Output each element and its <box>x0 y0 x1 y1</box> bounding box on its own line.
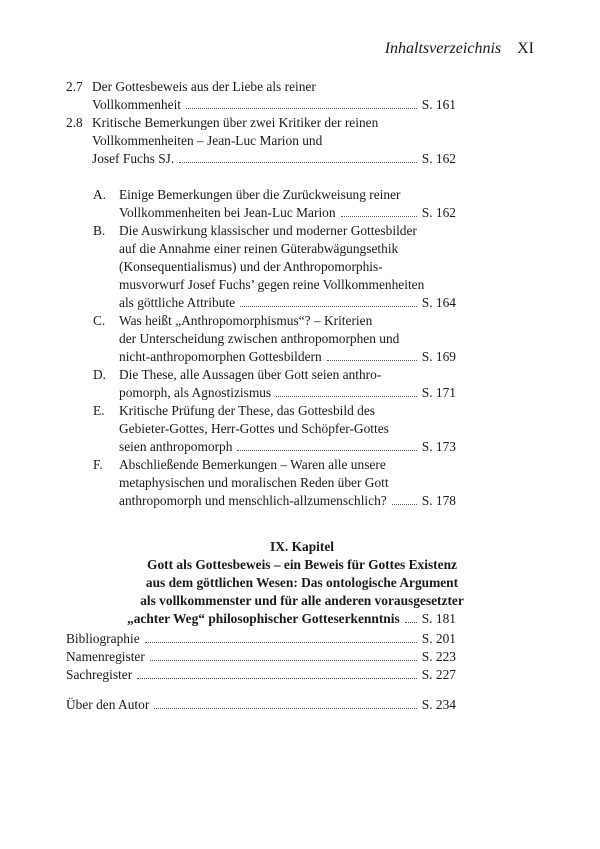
page-reference: S. 169 <box>421 349 456 364</box>
back-matter-label: Namenregister <box>66 649 145 664</box>
dot-leader <box>179 162 417 163</box>
page-reference: S. 162 <box>421 205 456 220</box>
subsection-title-line: Vollkommenheiten bei Jean-Luc Marion <box>119 205 336 220</box>
subsection-title-line: Gebieter-Gottes, Herr-Gottes und Schöpfer-Gottes <box>119 421 389 436</box>
dot-leader <box>137 678 417 679</box>
chapter-heading: IX. Kapitel <box>270 539 334 554</box>
about-author-label: Über den Autor <box>66 697 150 712</box>
toc-entry-leader-row <box>92 96 456 114</box>
chapter-title-line: aus dem göttlichen Wesen: Das ontologische Argument <box>145 575 459 590</box>
subsection-title-line: musvorwurf Josef Fuchs’ gegen reine Vollkommenheiten <box>119 277 425 292</box>
dot-leader <box>240 306 417 307</box>
subsection-letter: C. <box>93 313 106 328</box>
page-reference: S. 227 <box>421 667 456 682</box>
subsection-title-line: Die Auswirkung klassischer und moderner Gottesbilder <box>119 223 417 238</box>
dot-leader <box>186 108 417 109</box>
back-matter-label: Sachregister <box>66 667 133 682</box>
page-reference: S. 162 <box>421 151 456 166</box>
dot-leader <box>150 660 417 661</box>
subsection-letter: A. <box>93 187 107 202</box>
dot-leader <box>341 216 417 217</box>
dot-leader <box>237 450 416 451</box>
subsection-title-line: metaphysischen und moralischen Reden über Gott <box>119 475 389 490</box>
chapter-title-line: Gott als Gottesbeweis – ein Beweis für Gottes Existenz <box>147 557 457 572</box>
subsection-title-line: nicht-anthropomorphen Gottesbildern <box>119 349 322 364</box>
subsection-letter: B. <box>93 223 106 238</box>
subsection-title-line: als göttliche Attribute <box>119 295 236 310</box>
back-matter-label: Bibliographie <box>66 631 140 646</box>
dot-leader <box>392 504 417 505</box>
subsection-title-line: (Konsequentialismus) und der Anthropomorphis- <box>119 259 383 274</box>
running-head-title: Inhaltsverzeichnis <box>384 40 502 57</box>
toc-entry-leader-row <box>119 294 456 312</box>
page-reference: S. 201 <box>421 631 456 646</box>
section-title-line: Josef Fuchs SJ. <box>92 151 175 166</box>
dot-leader <box>405 622 417 623</box>
toc-entry-leader-row <box>119 384 456 402</box>
subsection-title-line: auf die Annahme einer reinen Güterabwägungsethik <box>119 241 399 256</box>
dot-leader <box>327 360 417 361</box>
toc-entry-leader-row <box>119 492 456 510</box>
section-title-line: Der Gottesbeweis aus der Liebe als reiner <box>92 79 316 94</box>
page-reference: S. 164 <box>421 295 456 310</box>
section-title-line: Kritische Bemerkungen über zwei Kritiker der reinen <box>92 115 379 130</box>
subsection-letter: D. <box>93 367 107 382</box>
page-reference: S. 161 <box>421 97 456 112</box>
subsection-title-line: der Unterscheidung zwischen anthropomorphen und <box>119 331 400 346</box>
dot-leader <box>276 396 417 397</box>
toc-entry-sachregister <box>66 666 456 684</box>
toc-entry-leader-row <box>119 348 456 366</box>
toc-entry-bibliographie <box>66 630 456 648</box>
dot-leader <box>145 642 417 643</box>
subsection-title-line: Kritische Prüfung der These, das Gottesbild des <box>119 403 375 418</box>
subsection-title-line: Die These, alle Aussagen über Gott seien anthro- <box>119 367 382 382</box>
subsection-letter: F. <box>93 457 103 472</box>
page-reference: S. 181 <box>421 611 456 626</box>
section-title-line: Vollkommenheit <box>92 97 182 112</box>
page-reference: S. 223 <box>421 649 456 664</box>
toc-entry-namenregister <box>66 648 456 666</box>
subsection-title-line: Was heißt „Anthropomorphismus“? – Kriterien <box>119 313 373 328</box>
toc-entry-leader-row <box>119 438 456 456</box>
chapter-title-line: als vollkommenster und für alle anderen vorausgesetzter <box>140 593 464 608</box>
running-head <box>385 40 534 58</box>
page-reference: S. 178 <box>421 493 456 508</box>
subsection-title-line: Abschließende Bemerkungen – Waren alle unsere <box>119 457 386 472</box>
dot-leader <box>154 708 416 709</box>
toc-entry-leader-row <box>119 204 456 222</box>
subsection-title-line: Einige Bemerkungen über die Zurückweisung reiner <box>119 187 401 202</box>
section-number: 2.8 <box>66 115 83 130</box>
subsection-title-line: seien anthropomorph <box>119 439 233 454</box>
page-reference: S. 171 <box>421 385 456 400</box>
subsection-letter: E. <box>93 403 105 418</box>
section-number: 2.7 <box>66 79 83 94</box>
subsection-title-line: anthropomorph und menschlich-allzumenschlich? <box>119 493 387 508</box>
section-title-line: Vollkommenheiten – Jean-Luc Marion und <box>92 133 323 148</box>
toc-entry-ueber-den-autor <box>66 696 456 714</box>
page-reference: S. 173 <box>421 439 456 454</box>
running-head-page-number: XI <box>517 40 534 57</box>
page-reference: S. 234 <box>421 697 456 712</box>
subsection-title-line: pomorph, als Agnostizismus <box>119 385 272 400</box>
toc-entry-leader-row <box>127 610 456 628</box>
toc-entry-leader-row <box>92 150 456 168</box>
chapter-title-line: „achter Weg“ philosophischer Gotteserkenntnis <box>127 611 400 626</box>
